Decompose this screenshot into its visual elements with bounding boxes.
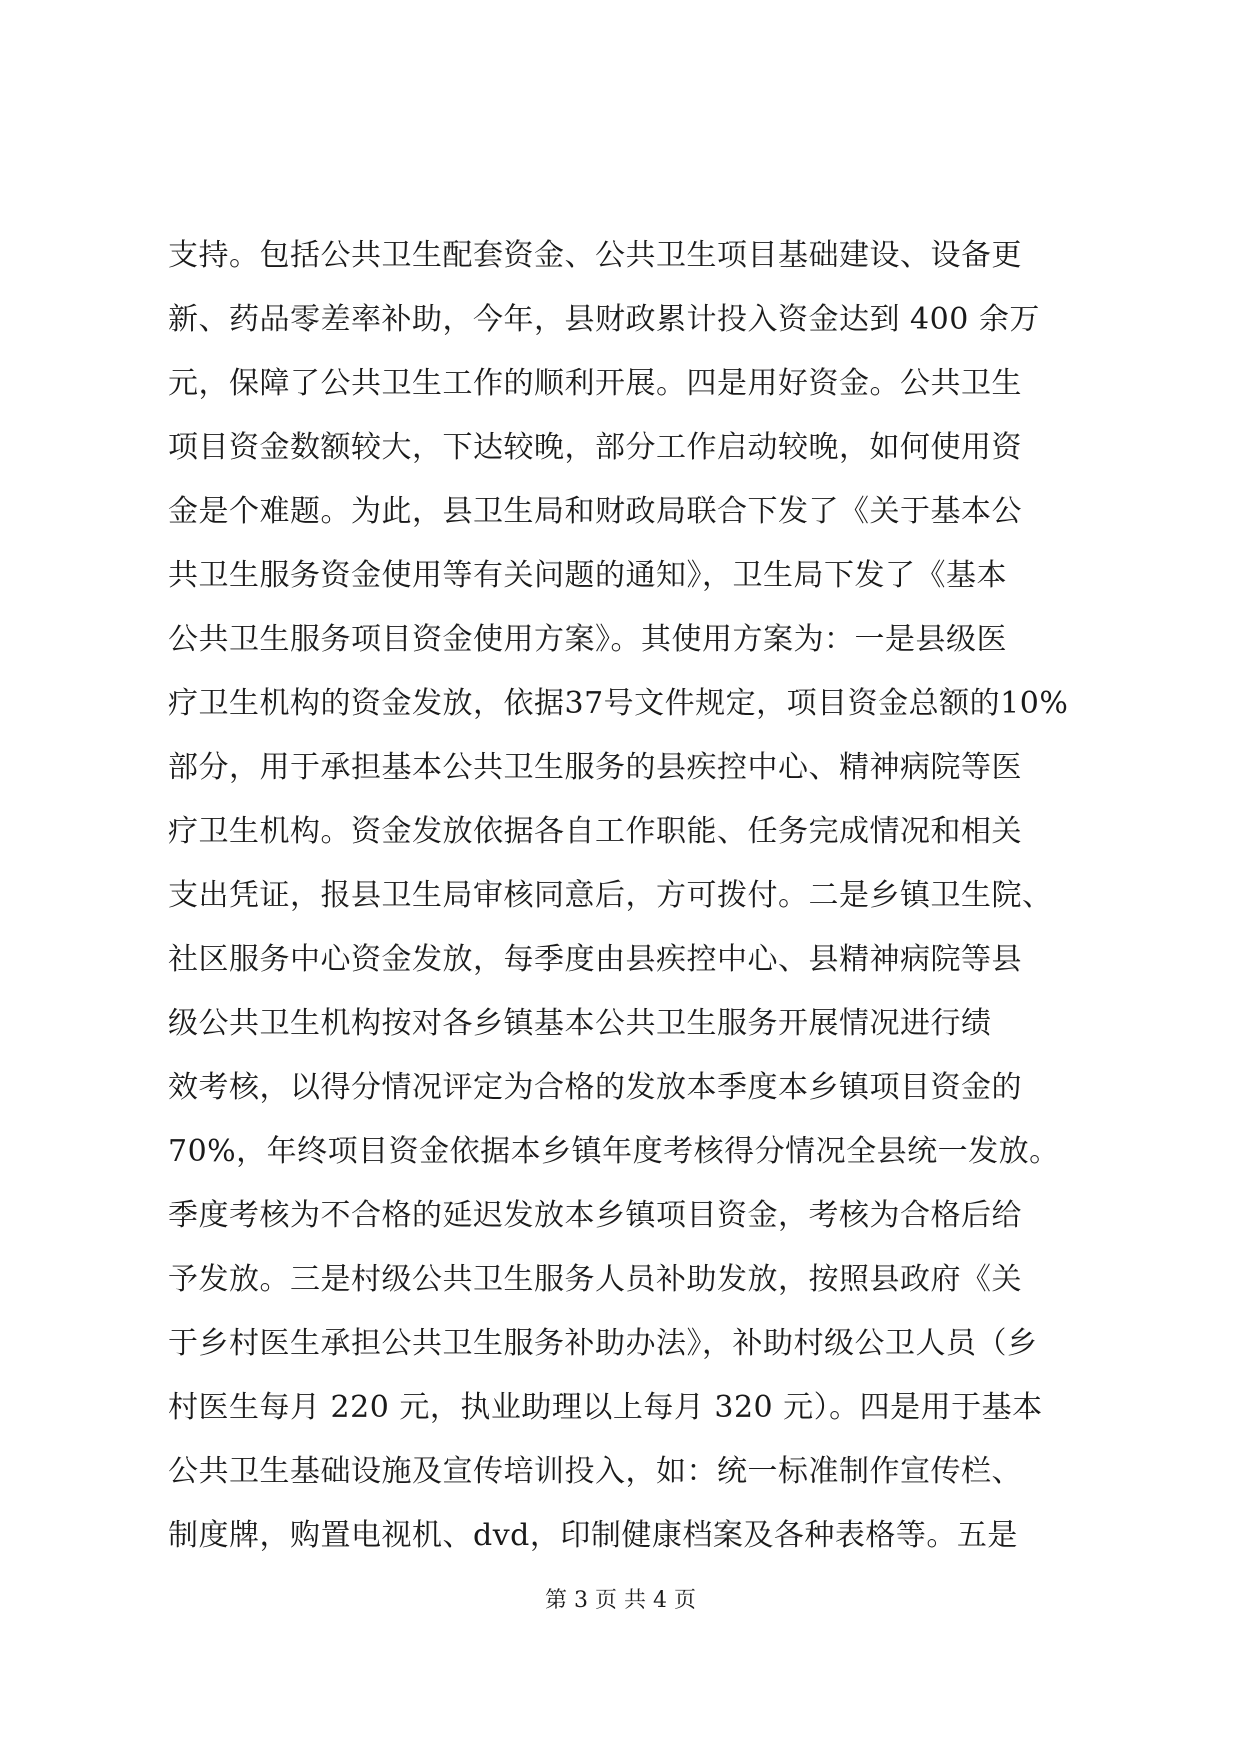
document-body [168, 224, 1108, 1568]
text-line-19: 村医生每月 220 元，执业助理以上每月 320 元）。四是用于基本 [168, 1390, 1043, 1425]
text-line-12: 社区服务中心资金发放，每季度由县疾控中心、县精神病院等县 [168, 942, 1022, 977]
text-line-13: 级公共卫生机构按对各乡镇基本公共卫生服务开展情况进行绩 [168, 1006, 992, 1041]
text-line-16: 季度考核为不合格的延迟发放本乡镇项目资金，考核为合格后给 [168, 1198, 1022, 1233]
text-line-11: 支出凭证，报县卫生局审核同意后，方可拨付。二是乡镇卫生院、 [168, 878, 1053, 913]
text-line-17: 予发放。三是村级公共卫生服务人员补助发放，按照县政府《关 [168, 1262, 1022, 1297]
text-line-2: 新、药品零差率补助，今年，县财政累计投入资金达到 400 余万 [168, 302, 1040, 337]
text-line-6: 共卫生服务资金使用等有关问题的通知》，卫生局下发了《基本 [168, 558, 1007, 593]
text-line-10: 疗卫生机构。资金发放依据各自工作职能、任务完成情况和相关 [168, 814, 1022, 849]
text-line-14: 效考核，以得分情况评定为合格的发放本季度本乡镇项目资金的 [168, 1070, 1022, 1105]
text-line-18: 于乡村医生承担公共卫生服务补助办法》，补助村级公卫人员（乡 [168, 1326, 1038, 1361]
text-line-15: 70%，年终项目资金依据本乡镇年度考核得分情况全县统一发放。 [168, 1134, 1060, 1169]
text-line-21: 制度牌，购置电视机、dvd，印制健康档案及各种表格等。五是 [168, 1518, 1018, 1553]
text-line-8: 疗卫生机构的资金发放，依据37号文件规定，项目资金总额的10% [168, 686, 1069, 721]
text-line-9: 部分，用于承担基本公共卫生服务的县疾控中心、精神病院等医 [168, 750, 1022, 785]
page-number-footer: 第 3 页 共 4 页 [545, 1588, 696, 1613]
text-line-4: 项目资金数额较大，下达较晚，部分工作启动较晚，如何使用资 [168, 430, 1022, 465]
text-line-20: 公共卫生基础设施及宣传培训投入，如：统一标准制作宣传栏、 [168, 1454, 1022, 1489]
text-line-7: 公共卫生服务项目资金使用方案》。其使用方案为：一是县级医 [168, 622, 1007, 657]
text-line-3: 元，保障了公共卫生工作的顺利开展。四是用好资金。公共卫生 [168, 366, 1022, 401]
text-line-5: 金是个难题。为此，县卫生局和财政局联合下发了《关于基本公 [168, 494, 1022, 529]
text-line-1: 支持。包括公共卫生配套资金、公共卫生项目基础建设、设备更 [168, 238, 1022, 273]
